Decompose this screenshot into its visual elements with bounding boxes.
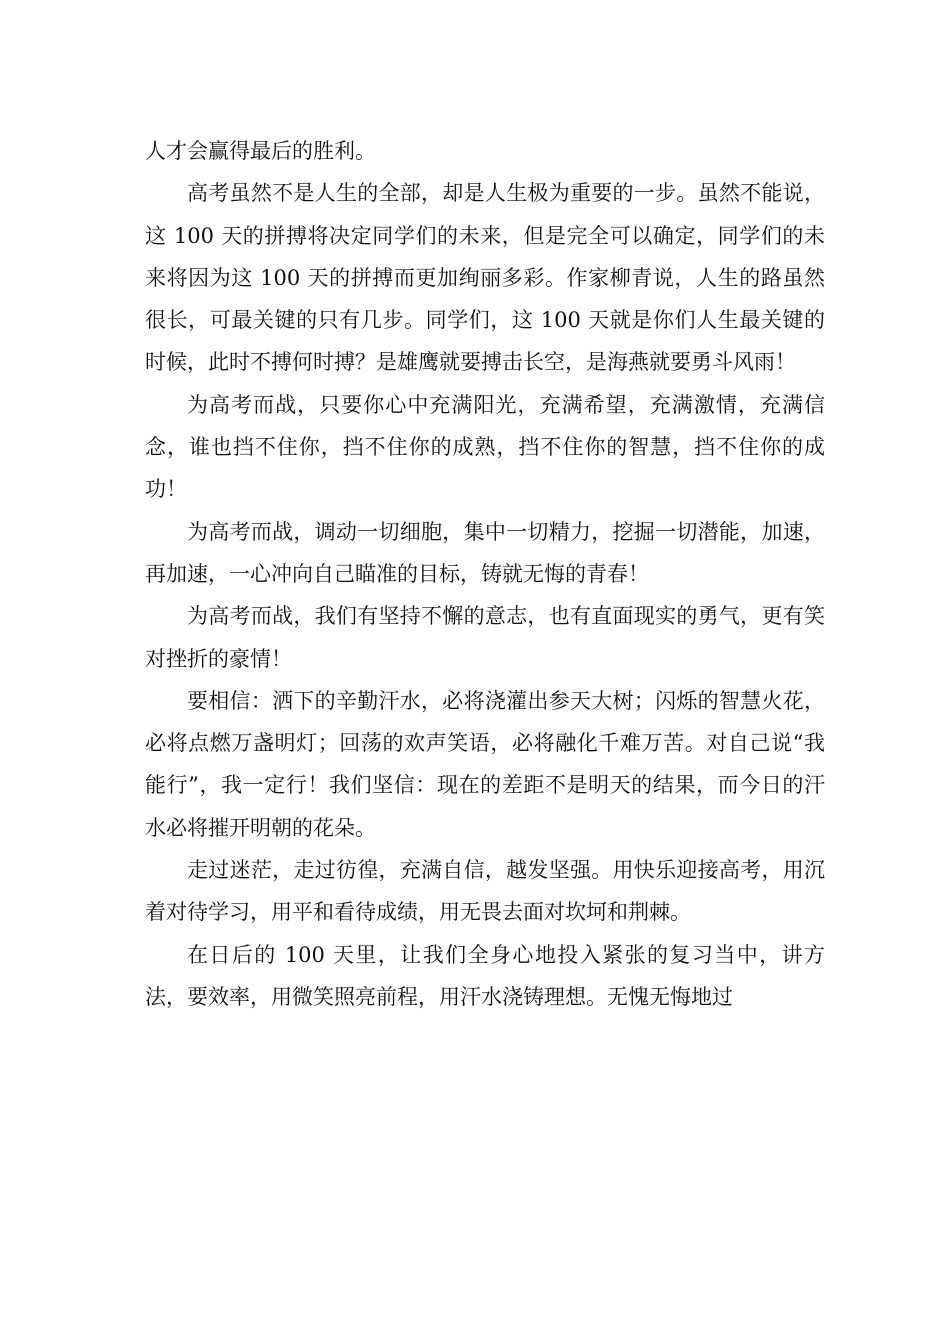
paragraph-believe: 要相信：洒下的辛勤汗水，必将浇灌出参天大树；闪烁的智慧火花，必将点燃万盏明灯；回荡的欢声笑语，必将融化千难万苦。对自己说“我能行”，我一定行！我们坚信：现在的差距不是明天的结果，而今日的汗水必将摧开明朝的花朵。 <box>145 688 825 840</box>
paragraph-continuation: 人才会赢得最后的胜利。 <box>145 139 376 163</box>
paragraph-fight-will: 为高考而战，我们有坚持不懈的意志，也有直面现实的勇气，更有笑对挫折的豪情！ <box>145 604 825 671</box>
paragraph-confidence: 走过迷茫，走过彷徨，充满自信，越发坚强。用快乐迎接高考，用沉着对待学习，用平和看待成绩，用无畏去面对坎坷和荆棘。 <box>145 858 825 925</box>
document-body <box>145 130 825 1018</box>
paragraph-fight-energy: 为高考而战，调动一切细胞，集中一切精力，挖掘一切潜能，加速，再加速，一心冲向自己瞄准的目标，铸就无悔的青春！ <box>145 519 825 586</box>
paragraph-fight-sunshine: 为高考而战，只要你心中充满阳光，充满希望，充满激情，充满信念，谁也挡不住你，挡不住你的成熟，挡不住你的智慧，挡不住你的成功！ <box>145 392 825 502</box>
paragraph-gaokao-importance: 高考虽然不是人生的全部，却是人生极为重要的一步。虽然不能说，这 100 天的拼搏将决定同学们的未来，但是完全可以确定，同学们的未来将因为这 100 天的拼搏而更加绚丽多彩。作家柳青说，人生的路虽然很长，可最关键的只有几步。同学们，这 100 天就是你们人生最关键的时候，此时不搏何时搏？是雄鹰就要搏击长空，是海燕就要勇斗风雨！ <box>145 181 825 375</box>
paragraph-hundred-days: 在日后的 100 天里，让我们全身心地投入紧张的复习当中，讲方法，要效率，用微笑照亮前程，用汗水浇铸理想。无愧无悔地过 <box>145 942 825 1009</box>
